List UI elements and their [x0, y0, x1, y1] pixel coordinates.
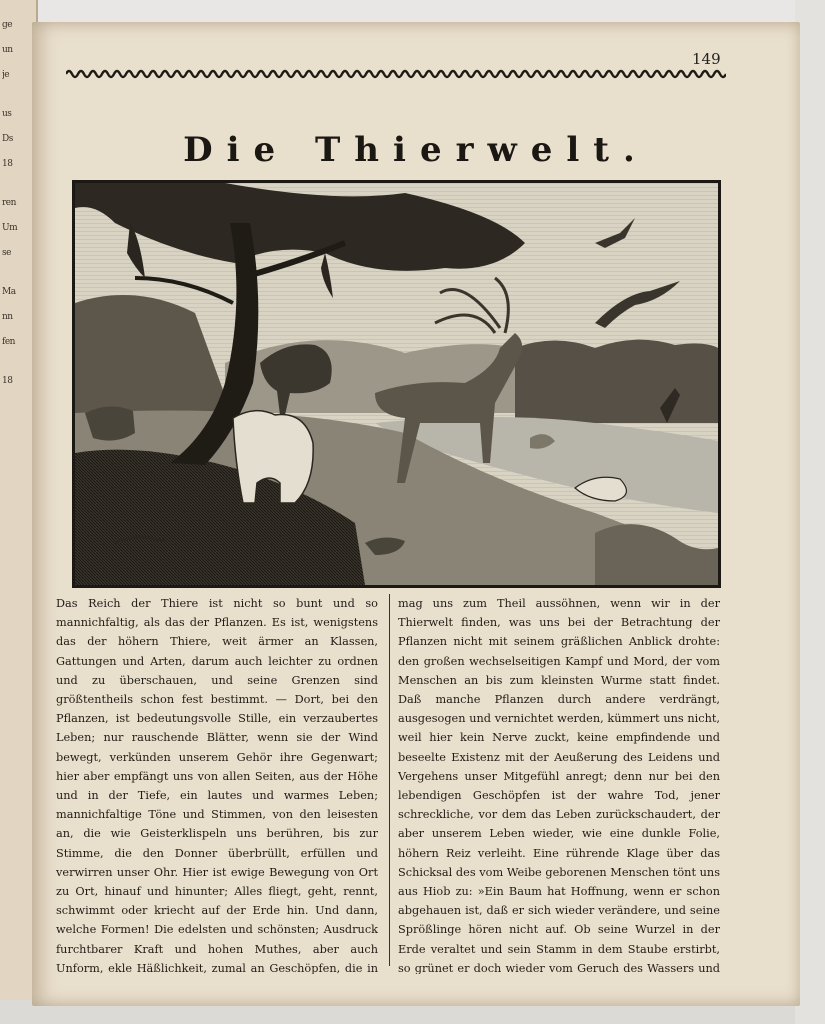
far-trees: [515, 340, 718, 423]
previous-page-text: [2, 20, 32, 389]
woodcut-illustration: [72, 180, 721, 588]
text-column-right: mag uns zum Theil aussöhnen, wenn wir in der Thierwelt finden, was uns bei der Betrachtung der Pflanzen nicht mit seinem gräßlichen Anblick drohte: den großen wechselseitigen Kampf und Mord, der vom Menschen an bis zum kleinsten Wurme statt findet. Daß manche Pflanzen durch andere verdrängt, ausgesogen und vernichtet werden, kümmert uns nicht, weil hier kein Nerve zuckt, keine empfindende und beseelte Existenz mit der Aeußerung des Leidens und Vergehens unser Mitgefühl anregt; denn nur bei den lebendigen Geschöpfen ist der wahre Tod, jener schreckliche, vor dem das Leben zurückschaudert, der aber unserem Leben wieder, wie eine dunkle Folie, höhern Reiz verleiht. Eine rührende Klage über das Schicksal des vom Weibe geborenen Menschen tönt uns aus Hiob zu: »Ein Baum hat Hoffnung, wenn er schon abgehauen ist, daß er sich wieder verändere, und seine Sprößlinge hören nicht auf. Ob seine Wurzel in der Erde veraltet und sein Stamm in dem Staube erstirbt, so grünet er doch wieder vom Geruch des Wassers und: [398, 597, 720, 974]
column-divider: [389, 594, 390, 966]
previous-page-snippet: Um: [2, 223, 18, 233]
previous-page-snippet: ge: [2, 20, 13, 30]
page-number: 149: [692, 50, 721, 68]
previous-page-snippet: un: [2, 45, 13, 55]
previous-page-snippet: nn: [2, 312, 13, 322]
previous-page-snippet: fen: [2, 337, 15, 347]
page-title: Die Thierwelt.: [183, 130, 649, 170]
previous-page-snippet: Ds: [2, 134, 13, 144]
previous-page-snippet: se: [2, 248, 11, 258]
previous-page-snippet: 18: [2, 159, 13, 169]
previous-page-snippet: Ma: [2, 287, 16, 297]
wolf: [85, 406, 135, 440]
previous-page-snippet: us: [2, 109, 12, 119]
text-column-left: Das Reich der Thiere ist nicht so bunt und so mannichfaltig, als das der Pflanzen. Es ist, wenigstens das der höhern Thiere, weit ärmer an Klassen, Gattungen und Arten, darum auch leichter zu ordnen und zu überschauen, und seine Grenzen sind größtentheils schon fest bestimmt. — Dort, bei den Pflanzen, ist bedeutungsvolle Stille, ein verzaubertes Leben; nur rauschende Blätter, wenn sie der Wind bewegt, verkünden unserem Gehör ihre Gegenwart; hier aber empfängt uns von allen Seiten, aus der Höhe und in der Tiefe, ein lautes und warmes Leben; mannichfaltige Töne und Stimmen, von den leisesten an, die wie Geisterklispeln uns berühren, bis zur Stimme, die den Donner überbrüllt, erfüllen und verwirren unser Ohr. Hier ist ewige Bewegung von Ort zu Ort, hinauf und hinunter; Alles fliegt, geht, rennt, schwimmt oder kriecht auf der Erde hin. Und dann, welche Formen! Die edelsten und schönsten; Ausdruck furchtbarer Kraft und hohen Muthes, aber auch Unform, ekle Häßlichkeit, zumal an Geschöpfen, die in: [56, 597, 378, 974]
woodcut-scene: [75, 183, 718, 585]
ornament-rule: [66, 68, 726, 80]
book-page: [32, 22, 800, 1006]
previous-page-snippet: 18: [2, 376, 13, 386]
previous-page-snippet: je: [2, 70, 10, 80]
previous-page-snippet: ren: [2, 198, 16, 208]
